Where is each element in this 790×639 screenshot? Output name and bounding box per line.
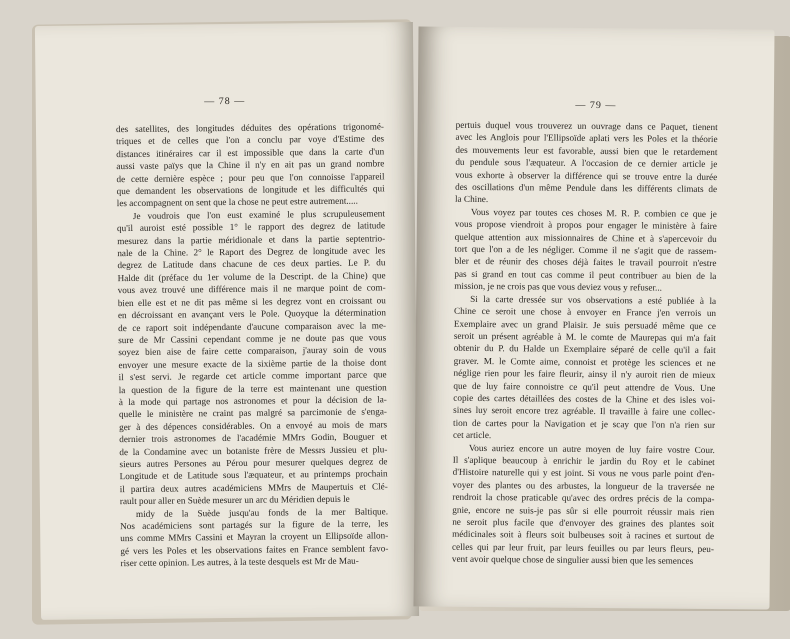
text-line: mesurez dans la partie méridionale et dans la partie septentrio-: [117, 232, 386, 246]
book-spread: [14, 6, 780, 634]
text-line: copie des cartes détaillées des costes de la Chine et des isles voi-: [453, 392, 716, 405]
text-line: ger à des dépences considérables. On a envoyé au mois de mars: [119, 419, 388, 432]
text-line: sieurs autres Persones au Pérou pour mesurer quelques degrez de: [119, 456, 388, 470]
text-line: tort que l'on a de les négliger. Comme il ne s'agit que de rassem-: [454, 243, 717, 257]
text-line: Je voudrois que l'on eust examiné le plus scrupuleusement: [132, 208, 385, 221]
text-line: uns comme MMrs Cassini et Mayran la croyent un Ellipsoïde allon-: [120, 530, 389, 544]
text-line: de cette dernière espèce ; pour peu que l'on connoisse l'appareil: [116, 170, 385, 184]
text-line: envoyer une mesure exacte de la sixième partie de la thoise dont: [118, 357, 387, 370]
text-line: rault pour aller en Suède mesurer un arc du Méridien depuis le: [119, 493, 350, 507]
text-line: midy de la Suède jusqu'au fonds de la mer Baltique.: [135, 505, 389, 519]
text-line: du pendule sous l'æquateur. A l'occasion de ce dernier article je: [455, 157, 718, 170]
text-line: la question de la figure de la terre est maintenant une question: [118, 381, 387, 395]
text-line: en décroissant en avançant vers le Pole. Quoyque la détermination: [117, 307, 386, 321]
text-line: vous exhorte à observer la différence qui se trouve entre la durée: [455, 169, 718, 182]
text-line: il s'est servi. Je regarde cet article comme important parce que: [118, 369, 387, 383]
text-line: que de luy faire connoistre ce qu'il peut attendre de Vous. Une: [453, 380, 716, 393]
left-page: [35, 22, 419, 620]
text-line: ne seroit plus facile que d'envoyer des graines des plantes soit: [452, 516, 715, 530]
text-line: Vous voyez par toutes ces choses M. R. P. combien ce que je: [470, 206, 717, 219]
text-line: degrez de Latitude dans chacune de ces deux parties. Le P. du: [117, 257, 386, 271]
text-line: soyez bien aise de faire cette comparaison, j'auray soin de vous: [118, 344, 387, 358]
text-line: rendroit la chose praticable qu'avec des ordres précis de la compa-: [452, 491, 715, 505]
text-line: Halde dit (préface du 1er volume de la Descript. de la Chine) que: [117, 270, 386, 284]
right-page-number: — 79 —: [575, 99, 617, 112]
text-line: des satellites, des longitudes déduites des opérations trigonomé-: [115, 121, 385, 135]
text-line: les accompagnent on sent que la chose ne peut estre autrement.....: [116, 196, 358, 209]
text-line: médicinales soit à fleurs soit bulbeuses soit à racines et surtout de: [452, 529, 715, 542]
text-line: voyer des plantes ou des arbustes, la longueur de la traversée ne: [452, 479, 715, 492]
text-line: à la mode qui partage nos astronomes et pour la décision de la-: [118, 394, 387, 408]
text-line: aussi vaste païys que la Chine il n'y en ait pas un grand nombre: [116, 158, 385, 172]
text-line: seroit un présent agréable à M. le comte de Maurepas qui m'a fait: [453, 330, 716, 343]
text-line: des oscillations d'un même Pendule dans les différents climats de: [455, 181, 718, 195]
text-line: vous avez trouvé une différence mais il ne marque point de com-: [117, 282, 386, 296]
text-line: Vous auriez encore un autre moyen de luy faire vostre Cour.: [468, 442, 715, 455]
text-line: bler et de réunir des choses déjà faites le travail pourroit n'estre: [454, 256, 717, 269]
text-line: distances itinéraires car il est impossible que dans la carte d'un: [116, 146, 385, 159]
text-line: la Chine.: [454, 194, 489, 205]
text-line: avec les Anglois pour l'Ellipsoïde aplati vers les Poles et la théorie: [455, 132, 718, 145]
text-line: riser cette opinion. Les autres, à la teste desquels est Mr de Mau-: [120, 555, 359, 569]
text-line: quelle le ministère ne craint pas malgré sa parcimonie de s'enga-: [118, 406, 388, 420]
text-line: gnie, encore ne suis-je pas sûr si elle pourroit réussir mais rien: [452, 504, 715, 517]
text-line: obtenir du P. du Halde un Exemplaire séparé de celle qu'il a fait: [453, 343, 716, 356]
text-line: il partira deux autres académiciens MMrs de Maupertuis et Clé-: [119, 481, 388, 494]
text-line: celles qui par leur fruit, par leurs feuilles ou par leurs fleurs, peu-: [451, 541, 715, 554]
text-line: graver. M. le Comte aime, connoist et protège les sciences et ne: [453, 355, 716, 368]
text-line: Chine ce seroit une chose à envoyer en France j'en verrois un: [454, 305, 717, 319]
right-page: [413, 26, 774, 609]
text-line: cet article.: [452, 429, 492, 441]
text-line: des mouvements leur est favorable, aussi bien que le retardement: [455, 144, 718, 157]
text-line: sines luy seroit encore trez agréable. Il travaille à faire une collec-: [453, 405, 716, 418]
text-line: d'Histoire naturelle qui y est joint. Si vous ne vous parle point d'en-: [452, 467, 715, 480]
text-line: Exemplaire avec un grand Plaisir. Je suis persuadé même que ce: [453, 318, 716, 331]
text-line: sure de Mr Cassini cependant comme je ne doute pas que vous: [118, 332, 387, 346]
text-line: Nos académiciens sont partagés sur la figure de la terre, les: [120, 518, 389, 532]
text-line: vous propose viendroit à propos pour engager le ministère à faire: [454, 219, 717, 232]
text-line: vent avoir quelque chose de singulier aussi bien que les semences: [451, 553, 694, 567]
text-line: mission, je ne crois pas que vous deviez vous y refuser...: [454, 281, 663, 293]
text-line: nale de la Chine. 2° le Raport des Degrez de longitude avec les: [117, 245, 386, 259]
text-line: dernier trois astronomes de l'académie MMrs Godin, Bouguer et: [119, 431, 388, 445]
text-line: que demandent les observations de longitude et les difficultés qui: [116, 183, 385, 197]
text-line: quelque attention aux missionnaires de Chine et à s'apercevoir du: [454, 231, 717, 244]
text-line: tion de cartes pour la Navigation et je scay que l'on n'a rien sur: [453, 417, 716, 430]
right-page-text: [452, 119, 718, 568]
text-line: pas si grand en tout cas comme il peut contribuer au bien de la: [454, 268, 717, 281]
text-line: bien elle est et ne dit pas même si les degrez vont en croissant ou: [117, 295, 386, 308]
text-line: néglige rien pour les faire fleurir, ainsy il n'y auroit rien de mieux: [453, 367, 716, 381]
text-line: pertuis duquel vous trouverez un ouvrage dans ce Paquet, tienent: [455, 119, 718, 133]
text-line: Il s'aplique beaucoup à enrichir le jardin du Roy et le cabinet: [452, 454, 715, 468]
text-line: qu'il auroist esté possible 1° le rapport des degrez de latitude: [116, 220, 386, 234]
text-line: gé vers les Poles et les observations faites en France semblent favo-: [120, 543, 389, 556]
left-page-text: [116, 120, 389, 569]
left-page-number: — 78 —: [204, 95, 246, 108]
text-line: Longitude et de Latitude sous l'æquateur, et au printemps prochain: [119, 468, 388, 482]
text-line: de la Condamine avec un botaniste frère de Messrs Jussieu et plu-: [119, 443, 388, 457]
text-line: Si la carte dressée sur vos observations a esté publiée à la: [470, 293, 717, 306]
text-line: triques et de celles que l'on a conclu par voye d'Estime des: [116, 133, 385, 147]
text-line: de ce raport soit indépendante d'aucune comparaison avec la me-: [118, 319, 387, 333]
